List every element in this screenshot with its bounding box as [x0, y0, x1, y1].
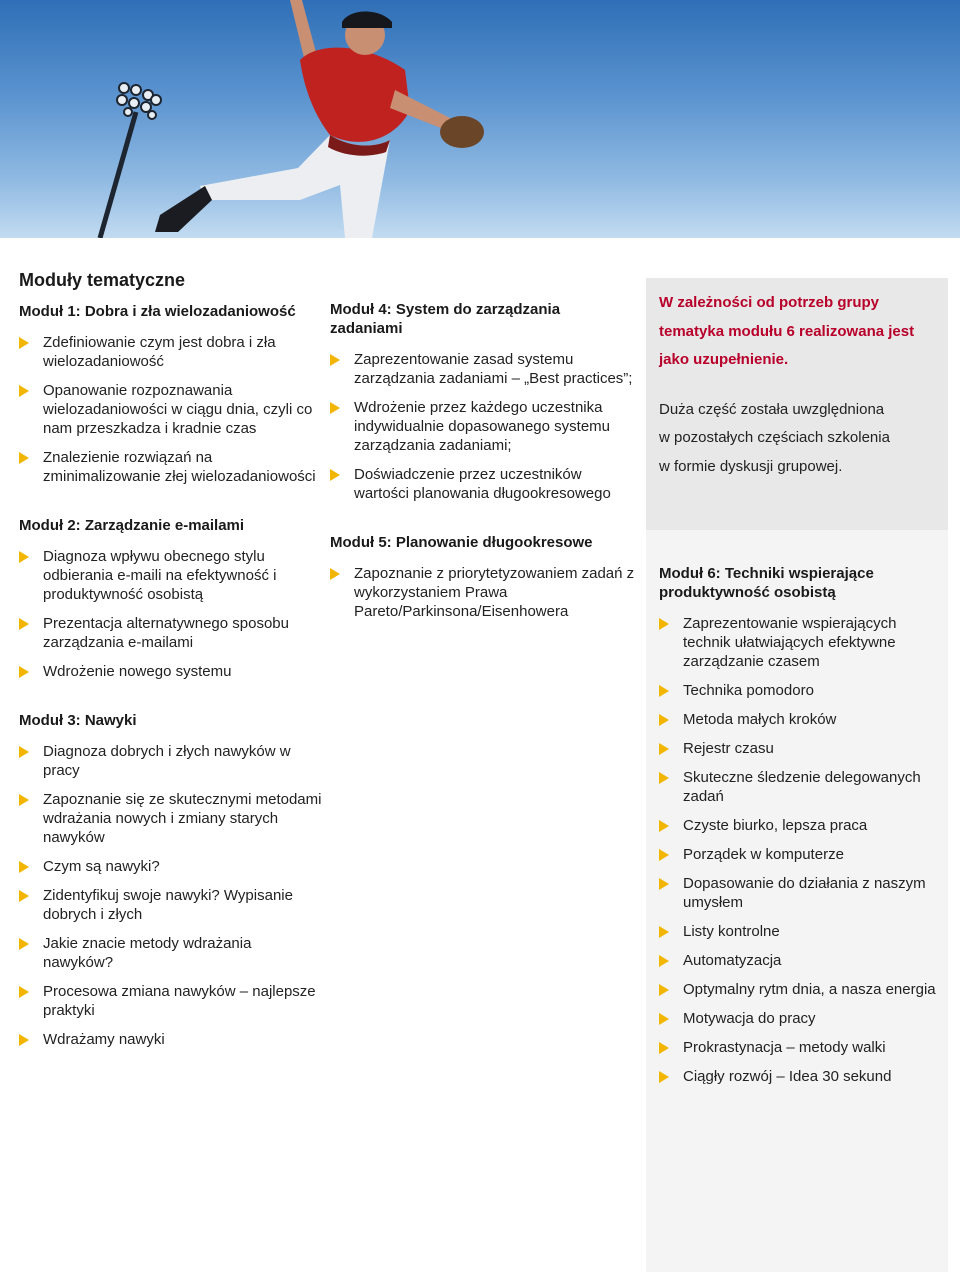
triangle-bullet-icon: [19, 452, 29, 464]
pitcher-figure: [155, 0, 484, 238]
triangle-bullet-icon: [659, 743, 669, 755]
list-item: Czyste biurko, lepsza praca: [659, 816, 944, 835]
triangle-bullet-icon: [330, 354, 340, 366]
module-title: Moduł 6: Techniki wspierające produktywność osobistą: [659, 565, 874, 601]
list-item: Prokrastynacja – metody walki: [659, 1038, 944, 1057]
module-2: [19, 516, 324, 681]
left-column: [19, 268, 324, 1079]
triangle-bullet-icon: [330, 402, 340, 414]
module-title: Moduł 1: Dobra i zła wielozadaniowość: [19, 303, 296, 320]
list-item: Zapoznanie się ze skutecznymi metodami wdrażania nowych i zmiany starych nawyków: [19, 790, 324, 847]
triangle-bullet-icon: [659, 820, 669, 832]
list-item: Skuteczne śledzenie delegowanych zadań: [659, 768, 944, 806]
triangle-bullet-icon: [19, 337, 29, 349]
module-4: [330, 300, 635, 503]
triangle-bullet-icon: [659, 849, 669, 861]
list-item: Znalezienie rozwiązań na zminimalizowanie złej wielozadaniowości: [19, 448, 324, 486]
list-item: Opanowanie rozpoznawania wielozadaniowości w ciągu dnia, czyli co nam przeszkadza i kradnie czas: [19, 381, 324, 438]
triangle-bullet-icon: [19, 1034, 29, 1046]
triangle-bullet-icon: [19, 618, 29, 630]
triangle-bullet-icon: [659, 984, 669, 996]
triangle-bullet-icon: [19, 666, 29, 678]
list-item: Wdrożenie nowego systemu: [19, 662, 324, 681]
list-item: Doświadczenie przez uczestników wartości planowania długookresowego: [330, 465, 635, 503]
list-item: Dopasowanie do działania z naszym umysłem: [659, 874, 944, 912]
module-5: [330, 533, 635, 621]
stadium-light-tower: [100, 83, 161, 238]
module-1: [19, 302, 324, 486]
triangle-bullet-icon: [659, 772, 669, 784]
list-item: Rejestr czasu: [659, 739, 944, 758]
note-highlight-line: jako uzupełnienie.: [659, 351, 789, 368]
list-item: Diagnoza wpływu obecnego stylu odbierania e-maili na efektywność i produktywność osobistą: [19, 547, 324, 604]
triangle-bullet-icon: [19, 890, 29, 902]
note-highlight-line: W zależności od potrzeb grupy: [659, 294, 880, 311]
triangle-bullet-icon: [19, 746, 29, 758]
note-highlight-line: tematyka modułu 6 realizowana jest: [659, 322, 915, 340]
list-item: Prezentacja alternatywnego sposobu zarządzania e-mailami: [19, 614, 324, 652]
list-item: Zaprezentowanie zasad systemu zarządzania zadaniami – „Best practices”;: [330, 350, 635, 388]
triangle-bullet-icon: [659, 878, 669, 890]
triangle-bullet-icon: [659, 618, 669, 630]
list-item: Porządek w komputerze: [659, 845, 944, 864]
list-item: Metoda małych kroków: [659, 710, 944, 729]
note-line: w formie dyskusji grupowej.: [659, 457, 843, 475]
list-item: Optymalny rytm dnia, a nasza energia: [659, 980, 944, 999]
module-title: Moduł 2: Zarządzanie e-mailami: [19, 517, 245, 534]
list-item: Procesowa zmiana nawyków – najlepsze praktyki: [19, 982, 324, 1020]
baseball-pitcher-illustration: [0, 0, 960, 238]
triangle-bullet-icon: [659, 1071, 669, 1083]
list-item: Automatyzacja: [659, 951, 944, 970]
module-title: Moduł 3: Nawyki: [19, 712, 137, 729]
list-item: Zaprezentowanie wspierających technik ułatwiających efektywne zarządzanie czasem: [659, 614, 944, 671]
triangle-bullet-icon: [330, 568, 340, 580]
list-item: Wdrożenie przez każdego uczestnika indywidualnie dopasowanego systemu zarządzania zadaniami;: [330, 398, 635, 455]
triangle-bullet-icon: [659, 685, 669, 697]
list-item: Jakie znacie metody wdrażania nawyków?: [19, 934, 324, 972]
triangle-bullet-icon: [19, 551, 29, 563]
list-item: Listy kontrolne: [659, 922, 944, 941]
triangle-bullet-icon: [659, 955, 669, 967]
list-item: Diagnoza dobrych i złych nawyków w pracy: [19, 742, 324, 780]
triangle-bullet-icon: [19, 938, 29, 950]
list-item: Technika pomodoro: [659, 681, 944, 700]
triangle-bullet-icon: [659, 714, 669, 726]
triangle-bullet-icon: [330, 469, 340, 481]
triangle-bullet-icon: [19, 794, 29, 806]
module-3: [19, 711, 324, 1049]
list-item: Czym są nawyki?: [19, 857, 324, 876]
module-6: [659, 564, 944, 1086]
list-item: Zdefiniowanie czym jest dobra i zła wielozadaniowość: [19, 333, 324, 371]
list-item: Ciągły rozwój – Idea 30 sekund: [659, 1067, 944, 1086]
page-title: Moduły tematyczne: [19, 270, 186, 290]
triangle-bullet-icon: [19, 861, 29, 873]
list-item: Zidentyfikuj swoje nawyki? Wypisanie dobrych i złych: [19, 886, 324, 924]
hero-photo: [0, 0, 960, 238]
note-line: Duża część została uwzględniona: [659, 400, 885, 418]
triangle-bullet-icon: [659, 1042, 669, 1054]
list-item: Wdrażamy nawyki: [19, 1030, 324, 1049]
triangle-bullet-icon: [659, 1013, 669, 1025]
module-6-note: [659, 289, 941, 481]
triangle-bullet-icon: [19, 385, 29, 397]
list-item: Zapoznanie z priorytetyzowaniem zadań z wykorzystaniem Prawa Pareto/Parkinsona/Eisenhowera: [330, 564, 635, 621]
right-column: [659, 564, 944, 1116]
note-line: w pozostałych częściach szkolenia: [659, 429, 890, 446]
middle-column: [330, 300, 635, 651]
module-title: Moduł 4: System do zarządzania zadaniami: [330, 301, 561, 337]
triangle-bullet-icon: [659, 926, 669, 938]
list-item: Motywacja do pracy: [659, 1009, 944, 1028]
triangle-bullet-icon: [19, 986, 29, 998]
module-title: Moduł 5: Planowanie długookresowe: [330, 534, 593, 551]
